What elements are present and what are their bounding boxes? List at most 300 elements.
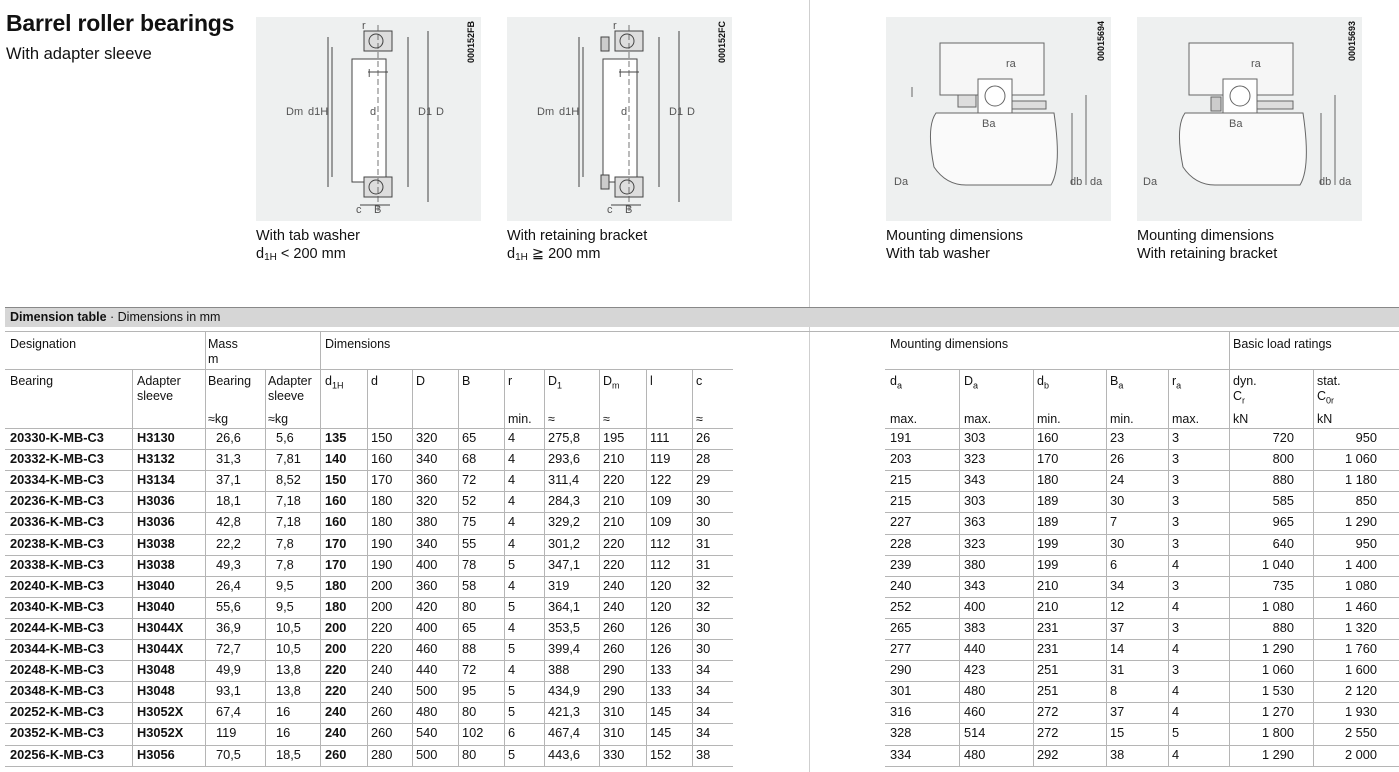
table-cell: 80 (462, 747, 477, 762)
table-cell: 1 530 (1261, 683, 1294, 698)
table-cell: 231 (1037, 641, 1059, 656)
table-cell: 3 (1172, 472, 1180, 487)
table-cell: 353,5 (548, 620, 581, 635)
table-cell: 420 (416, 599, 438, 614)
dimension-table (5, 307, 1399, 327)
table-cell: 1 400 (1344, 557, 1377, 572)
label-Dm: Dm (286, 106, 304, 118)
table-gridline (885, 369, 1399, 370)
table-cell: 93,1 (216, 683, 241, 698)
table-cell: 28 (696, 451, 711, 466)
table-cell: 72 (462, 472, 477, 487)
label-d: d (370, 106, 377, 118)
table-cell: 220 (371, 641, 393, 656)
table-cell: 23 (1110, 430, 1125, 445)
table-cell: 210 (603, 493, 625, 508)
table-cell: H3056 (137, 747, 175, 762)
table-cell: 363 (964, 514, 986, 529)
table-cell: 5 (1172, 725, 1180, 740)
table-cell: 251 (1037, 662, 1059, 677)
table-cell: 189 (1037, 514, 1059, 529)
table-cell: 320 (416, 493, 438, 508)
col-header-l: l (650, 374, 653, 388)
table-cell: 152 (650, 747, 672, 762)
table-cell: 467,4 (548, 725, 581, 740)
table-cell: 360 (416, 578, 438, 593)
table-cell: 443,6 (548, 747, 581, 762)
table-cell: 3 (1172, 578, 1180, 593)
table-cell: 20236-K-MB-C3 (10, 493, 104, 508)
table-gridline (5, 491, 733, 492)
table-cell: 34 (1110, 578, 1125, 593)
figure-mounting-tab-washer (886, 17, 1111, 221)
table-cell: 500 (416, 747, 438, 762)
table-cell: 120 (650, 599, 672, 614)
table-cell: 160 (325, 493, 347, 508)
label-db: db (1319, 176, 1332, 188)
table-gridline (885, 512, 1399, 513)
table-cell: 9,5 (276, 578, 294, 593)
table-cell: 323 (964, 451, 986, 466)
col-header-c: c (696, 374, 703, 388)
table-cell: 480 (964, 683, 986, 698)
table-cell: 5 (508, 641, 516, 656)
table-cell: 200 (325, 641, 347, 656)
table-cell: 292 (1037, 747, 1059, 762)
table-cell: 4 (1172, 683, 1180, 698)
table-cell: 170 (325, 536, 347, 551)
table-cell: H3052X (137, 704, 184, 719)
table-cell: 240 (890, 578, 912, 593)
table-cell: 231 (1037, 620, 1059, 635)
table-cell: 180 (1037, 472, 1059, 487)
table-cell: 4 (508, 493, 516, 508)
figure-caption: Mounting dimensions With tab washer (886, 228, 1024, 262)
figure-code: 00015694 (1096, 21, 1106, 62)
table-cell: 20252-K-MB-C3 (10, 704, 104, 719)
table-cell: 4 (1172, 704, 1180, 719)
table-cell: H3036 (137, 493, 175, 508)
table-cell: 80 (462, 599, 477, 614)
table-cell: 399,4 (548, 641, 581, 656)
table-cell: 423 (964, 662, 986, 677)
col-header-ra: $r_a$ (1172, 374, 1182, 391)
table-cell: 260 (325, 747, 347, 762)
table-cell: 180 (371, 493, 393, 508)
table-cell: 215 (890, 472, 912, 487)
table-cell: H3040 (137, 578, 175, 593)
table-cell: 400 (416, 557, 438, 572)
table-cell: 191 (890, 430, 912, 445)
table-cell: H3048 (137, 662, 175, 677)
col-header-D1: $D_1$ (548, 374, 563, 391)
table-cell: 460 (964, 704, 986, 719)
table-cell: 119 (650, 451, 671, 466)
label-B: B (374, 204, 382, 216)
table-cell: 109 (650, 493, 672, 508)
table-cell: 20256-K-MB-C3 (10, 747, 104, 762)
table-cell: 30 (696, 514, 711, 529)
table-cell: 220 (325, 683, 347, 698)
table-cell: 9,5 (276, 599, 294, 614)
table-cell: 95 (462, 683, 477, 698)
table-cell: 400 (416, 620, 438, 635)
table-cell: 150 (325, 472, 347, 487)
table-cell: 310 (603, 725, 625, 740)
table-cell: 1 290 (1261, 641, 1294, 656)
table-cell: 720 (1272, 430, 1294, 445)
table-cell: 20336-K-MB-C3 (10, 514, 104, 529)
col-header-sleeve: sleeve (137, 389, 174, 403)
table-cell: 122 (650, 472, 672, 487)
col-header-sleeve: Adapter (137, 374, 181, 388)
table-cell: 20332-K-MB-C3 (10, 451, 104, 466)
unit-min: min. (508, 412, 532, 426)
table-cell: 3 (1172, 662, 1180, 677)
table-cell: 140 (325, 451, 347, 466)
table-cell: 75 (462, 514, 477, 529)
table-gridline (5, 639, 733, 640)
table-cell: 850 (1355, 493, 1377, 508)
table-cell: H3044X (137, 620, 184, 635)
table-cell: 16 (276, 725, 291, 740)
table-cell: 293,6 (548, 451, 581, 466)
table-cell: 301,2 (548, 536, 581, 551)
table-gridline (5, 681, 733, 682)
table-cell: 1 080 (1344, 578, 1377, 593)
table-cell: 49,3 (216, 557, 241, 572)
table-cell: 31 (1110, 662, 1125, 677)
table-cell: 500 (416, 683, 438, 698)
unit-approx: ≈ (548, 412, 555, 426)
table-cell: 4 (508, 620, 516, 635)
table-cell: 3 (1172, 536, 1180, 551)
table-cell: 109 (650, 514, 672, 529)
table-cell: 240 (603, 599, 625, 614)
table-cell: 55,6 (216, 599, 241, 614)
col-header-d1H: $d_{1H}$ (325, 374, 344, 391)
table-cell: 20340-K-MB-C3 (10, 599, 104, 614)
unit-max: max. (964, 412, 992, 426)
table-cell: 1 760 (1344, 641, 1377, 656)
table-cell: 133 (650, 662, 672, 677)
table-cell: 227 (890, 514, 912, 529)
table-cell: 70,5 (216, 747, 241, 762)
table-gridline (885, 534, 1399, 535)
table-cell: 950 (1355, 536, 1377, 551)
table-cell: 34 (696, 704, 711, 719)
table-gridline (885, 449, 1399, 450)
col-header-da: $d_a$ (890, 374, 902, 391)
table-cell: 1 460 (1344, 599, 1377, 614)
table-cell: 210 (1037, 578, 1059, 593)
figure-caption: With retaining bracket $d_{1H}$ ≧ 200 mm (507, 228, 648, 263)
label-ra: ra (1006, 58, 1016, 70)
table-cell: 102 (462, 725, 484, 740)
table-cell: 272 (1037, 704, 1059, 719)
table-cell: 260 (371, 725, 393, 740)
page-title: Barrel roller bearings (6, 10, 235, 36)
table-cell: 37 (1110, 704, 1125, 719)
table-cell: H3038 (137, 557, 175, 572)
col-header-stat: stat. (1317, 374, 1341, 388)
table-cell: 36,9 (216, 620, 241, 635)
table-cell: 220 (603, 472, 625, 487)
label-Da: Da (894, 176, 909, 188)
table-cell: 343 (964, 578, 986, 593)
table-cell: 24 (1110, 472, 1125, 487)
table-cell: 170 (371, 472, 393, 487)
table-cell: 4 (508, 430, 516, 445)
table-cell: 400 (964, 599, 986, 614)
table-title: Dimension table · Dimensions in mm (5, 307, 1399, 327)
mounting-drawing (1137, 17, 1362, 221)
table-cell: 1 930 (1344, 704, 1377, 719)
table-cell: 252 (890, 599, 912, 614)
column-divider (809, 0, 810, 772)
table-cell: 5 (508, 704, 516, 719)
table-gridline (885, 555, 1399, 556)
table-gridline (885, 745, 1399, 746)
label-db: db (1070, 176, 1083, 188)
table-gridline (5, 597, 733, 598)
col-header-Da: $D_a$ (964, 374, 979, 391)
table-cell: 78 (462, 557, 477, 572)
table-cell: 4 (1172, 747, 1180, 762)
table-cell: 200 (325, 620, 347, 635)
table-cell: 15 (1110, 725, 1125, 740)
table-cell: 280 (371, 747, 393, 762)
table-cell: 800 (1272, 451, 1294, 466)
table-gridline (5, 723, 733, 724)
table-cell: 540 (416, 725, 438, 740)
table-cell: 364,1 (548, 599, 581, 614)
table-cell: 5,6 (276, 430, 294, 445)
table-cell: 2 550 (1344, 725, 1377, 740)
label-r: r (362, 20, 366, 32)
table-cell: 13,8 (276, 683, 301, 698)
table-cell: 965 (1272, 514, 1294, 529)
mounting-drawing (886, 17, 1111, 221)
table-cell: 1 040 (1261, 557, 1294, 572)
table-cell: 49,9 (216, 662, 241, 677)
table-cell: 1 800 (1261, 725, 1294, 740)
table-cell: 20348-K-MB-C3 (10, 683, 104, 698)
table-cell: 8,52 (276, 472, 301, 487)
table-cell: 228 (890, 536, 912, 551)
table-cell: 1 270 (1261, 704, 1294, 719)
table-cell: 37 (1110, 620, 1125, 635)
table-cell: 360 (416, 472, 438, 487)
table-cell: 38 (696, 747, 711, 762)
group-header-designation: Designation (10, 337, 77, 351)
table-cell: 220 (371, 620, 393, 635)
label-Dm: Dm (537, 106, 555, 118)
table-cell: 323 (964, 536, 986, 551)
table-cell: 4 (1172, 557, 1180, 572)
table-gridline (5, 660, 733, 661)
table-cell: 260 (371, 704, 393, 719)
label-D: D (687, 106, 695, 118)
table-cell: 26,4 (216, 578, 241, 593)
table-cell: 290 (603, 683, 625, 698)
table-cell: 380 (964, 557, 986, 572)
table-cell: 189 (1037, 493, 1059, 508)
table-cell: 200 (371, 578, 393, 593)
table-gridline (885, 618, 1399, 619)
table-cell: 199 (1037, 557, 1059, 572)
group-header-load-ratings: Basic load ratings (1233, 337, 1332, 351)
col-header-Dm: $D_m$ (603, 374, 620, 391)
table-cell: 240 (325, 725, 347, 740)
table-cell: 514 (964, 725, 986, 740)
col-header-dyn: dyn. (1233, 374, 1257, 388)
table-cell: 22,2 (216, 536, 241, 551)
col-header-B: B (462, 374, 471, 388)
table-cell: 240 (371, 662, 393, 677)
table-cell: 170 (325, 557, 347, 572)
table-cell: H3038 (137, 536, 175, 551)
table-gridline (5, 534, 733, 535)
table-cell: 42,8 (216, 514, 241, 529)
table-cell: 480 (964, 747, 986, 762)
label-ra: ra (1251, 58, 1261, 70)
table-gridline (5, 576, 733, 577)
table-cell: H3044X (137, 641, 184, 656)
table-cell: 80 (462, 704, 477, 719)
table-cell: H3036 (137, 514, 175, 529)
table-cell: 1 320 (1344, 620, 1377, 635)
table-cell: 240 (603, 578, 625, 593)
table-gridline (205, 331, 206, 766)
table-cell: 160 (1037, 430, 1059, 445)
table-cell: 31 (696, 536, 711, 551)
figure-tab-washer (256, 17, 481, 221)
table-cell: 1 060 (1261, 662, 1294, 677)
col-header-mass-sleeve: Adapter (268, 374, 312, 388)
col-header-Ba: $B_a$ (1110, 374, 1124, 391)
table-cell: 112 (650, 557, 671, 572)
table-cell: 119 (216, 725, 237, 740)
table-gridline (5, 555, 733, 556)
group-header-mass-unit: m (208, 352, 219, 366)
table-cell: 284,3 (548, 493, 581, 508)
label-c: c (607, 204, 613, 216)
table-cell: 20352-K-MB-C3 (10, 725, 104, 740)
table-cell: 1 080 (1261, 599, 1294, 614)
table-cell: 31 (696, 557, 711, 572)
table-cell: 301 (890, 683, 912, 698)
group-header-dimensions: Dimensions (325, 337, 391, 351)
table-cell: 190 (371, 557, 393, 572)
table-cell: 133 (650, 683, 672, 698)
table-cell: 4 (1172, 641, 1180, 656)
table-cell: 480 (416, 704, 438, 719)
table-cell: 239 (890, 557, 912, 572)
col-header-Cr: $C_r$ (1233, 389, 1246, 406)
table-cell: 34 (696, 662, 711, 677)
label-c: c (356, 204, 362, 216)
table-cell: 7,81 (276, 451, 301, 466)
table-cell: 319 (548, 578, 570, 593)
table-gridline (885, 766, 1399, 767)
table-gridline (5, 428, 733, 429)
table-cell: 440 (416, 662, 438, 677)
table-cell: 14 (1110, 641, 1125, 656)
table-cell: 5 (508, 557, 516, 572)
table-cell: 195 (603, 430, 625, 445)
table-cell: 26,6 (216, 430, 241, 445)
table-cell: 3 (1172, 514, 1180, 529)
table-cell: 26 (1110, 451, 1125, 466)
table-gridline (885, 660, 1399, 661)
label-l: l (619, 68, 622, 80)
table-cell: 5 (508, 747, 516, 762)
table-cell: 340 (416, 536, 438, 551)
table-cell: 3 (1172, 451, 1180, 466)
col-header-db: $d_b$ (1037, 374, 1049, 391)
table-cell: 4 (508, 514, 516, 529)
unit-approx: ≈ (696, 412, 703, 426)
table-gridline (885, 428, 1399, 429)
table-cell: 303 (964, 430, 986, 445)
table-cell: 388 (548, 662, 570, 677)
table-cell: 111 (650, 430, 670, 445)
table-cell: 88 (462, 641, 477, 656)
figure-caption: With tab washer $d_{1H} < 200$ mm (256, 228, 360, 263)
page-subtitle: With adapter sleeve (6, 45, 152, 63)
table-cell: H3040 (137, 599, 175, 614)
table-cell: 1 180 (1344, 472, 1377, 487)
table-cell: 52 (462, 493, 477, 508)
table-cell: 460 (416, 641, 438, 656)
table-cell: 330 (603, 747, 625, 762)
table-cell: 5 (508, 599, 516, 614)
table-cell: 16 (276, 704, 291, 719)
table-cell: 640 (1272, 536, 1294, 551)
table-cell: 30 (696, 641, 711, 656)
figure-mounting-retaining-bracket (1137, 17, 1362, 221)
unit-min: min. (1037, 412, 1061, 426)
table-cell: 3 (1172, 430, 1180, 445)
unit-max: max. (1172, 412, 1200, 426)
table-cell: 20244-K-MB-C3 (10, 620, 104, 635)
figure-retaining-bracket (507, 17, 732, 221)
table-cell: 30 (696, 493, 711, 508)
label-D: D (436, 106, 444, 118)
table-cell: 7 (1110, 514, 1118, 529)
table-cell: 3 (1172, 620, 1180, 635)
table-cell: 170 (1037, 451, 1059, 466)
table-cell: H3052X (137, 725, 184, 740)
label-r: r (613, 20, 617, 32)
table-cell: 343 (964, 472, 986, 487)
table-cell: 5 (508, 683, 516, 698)
table-cell: 20330-K-MB-C3 (10, 430, 104, 445)
table-cell: 145 (650, 704, 672, 719)
table-cell: 4 (508, 662, 516, 677)
table-cell: 260 (603, 620, 625, 635)
table-cell: 210 (603, 451, 625, 466)
table-cell: 150 (371, 430, 393, 445)
table-gridline (5, 745, 733, 746)
unit-approx-kg: ≈kg (208, 412, 229, 426)
table-cell: 18,5 (276, 747, 301, 762)
table-cell: 20240-K-MB-C3 (10, 578, 104, 593)
col-header-d: d (371, 374, 378, 388)
label-da: da (1339, 176, 1352, 188)
table-cell: 1 290 (1261, 747, 1294, 762)
